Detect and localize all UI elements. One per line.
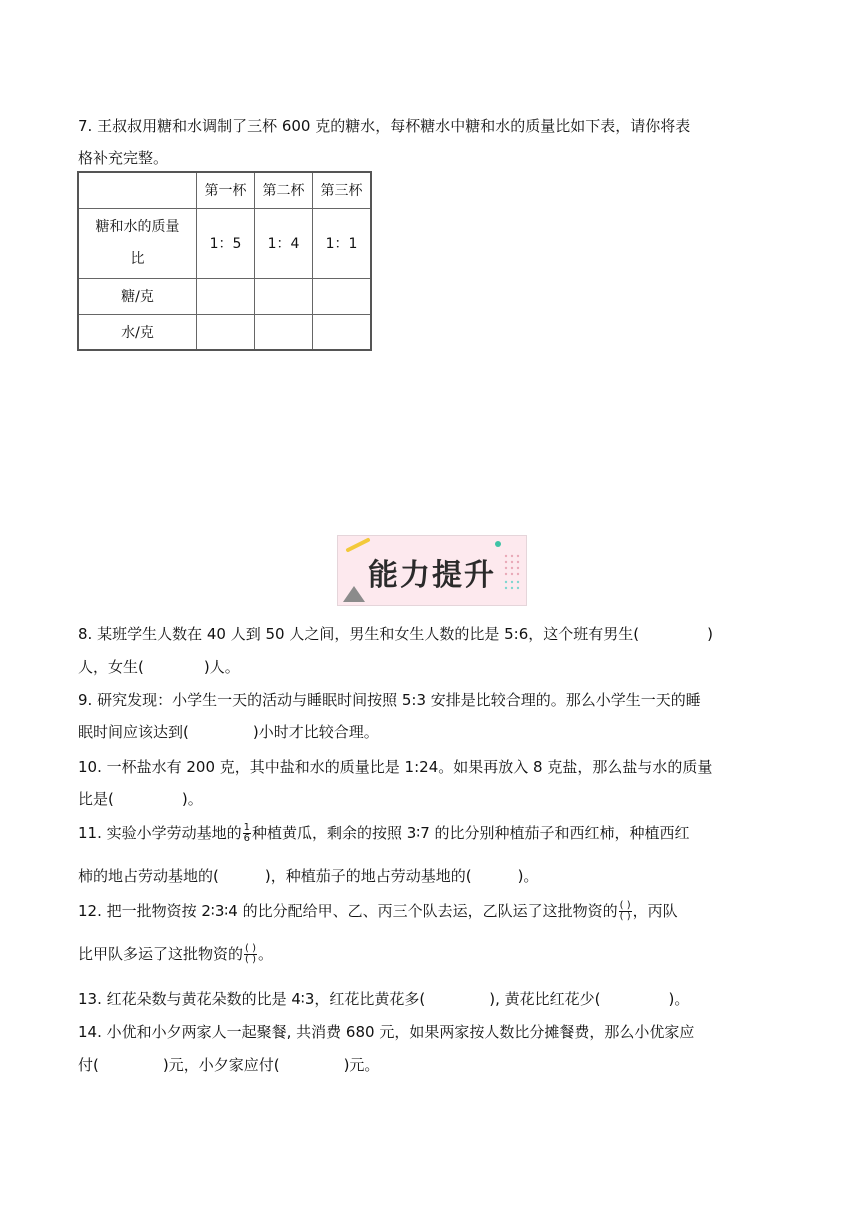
table-row-water-label: 水/克	[78, 314, 197, 350]
q10-text-b: )。	[181, 790, 203, 808]
q12-text-c: 比甲队多运了这批物资的	[78, 945, 244, 963]
table-header-cup2: 第二杯	[255, 172, 313, 208]
ratio-cup1: 1：5	[197, 208, 255, 278]
q11-frac-num: 1	[243, 822, 250, 833]
q8-line1	[78, 623, 713, 645]
q12-text-a: 12. 把一批物资按 2∶3∶4 的比分配给甲、乙、丙三个队去运，乙队运了这批物资的	[78, 902, 618, 920]
q11-fraction	[243, 823, 251, 844]
banner-title: 能力提升	[368, 558, 496, 593]
q12-fraction-1[interactable]	[619, 901, 632, 922]
water-cup2-cell[interactable]	[255, 314, 313, 350]
q9-text-b: )小时才比较合理。	[252, 723, 379, 741]
q13-text-c: )。	[668, 990, 690, 1008]
q14-text-c: )元。	[343, 1056, 380, 1074]
q11-line2	[78, 865, 538, 887]
table-header-cup3: 第三杯	[313, 172, 372, 208]
ratio-cup2: 1：4	[255, 208, 313, 278]
q11-text-e: )。	[517, 867, 539, 885]
q8-text-c: 人，女生(	[78, 658, 144, 676]
q14-line2	[78, 1054, 379, 1076]
q12-frac1-den: ( )	[619, 911, 631, 922]
table-header-empty	[78, 172, 197, 208]
table-row-sugar-label: 糖/克	[78, 278, 197, 314]
table-row-ratio-label	[78, 208, 197, 278]
q8-text-b: )	[707, 625, 713, 643]
sugar-cup3-cell[interactable]	[313, 278, 372, 314]
table-header-cup1: 第一杯	[197, 172, 255, 208]
q14-text-b: )元，小夕家应付(	[162, 1056, 280, 1074]
q12-text-d: 。	[258, 945, 274, 963]
q12-text-b: ，丙队	[632, 902, 678, 920]
q12-fraction-2[interactable]	[244, 944, 257, 965]
q14-text-a: 付(	[78, 1056, 99, 1074]
q13-line1	[78, 988, 689, 1010]
q7-line1: 7. 王叔叔用糖和水调制了三杯 600 克的糖水，每杯糖水中糖和水的质量比如下表，请你将表	[78, 117, 691, 135]
q13-text-a: 13. 红花朵数与黄花朵数的比是 4∶3，红花比黄花多(	[78, 990, 426, 1008]
banner-teal-dot	[495, 541, 501, 547]
sugar-cup2-cell[interactable]	[255, 278, 313, 314]
banner-yellow-stroke	[348, 540, 368, 550]
q12-line1	[78, 900, 678, 922]
q11-frac-den: 6	[243, 833, 250, 844]
ratio-label-line2: 比	[130, 251, 145, 267]
ability-banner	[337, 535, 527, 606]
q13-text-b: ), 黄花比红花少(	[489, 990, 601, 1008]
q8-text-a: 8. 某班学生人数在 40 人到 50 人之间，男生和女生人数的比是 5:6，这个班有男生(	[78, 625, 640, 643]
q11-text-d: )，种植茄子的地占劳动基地的(	[264, 867, 472, 885]
ratio-label-line1: 糖和水的质量	[95, 219, 180, 235]
q11-text-a: 11. 实验小学劳动基地的	[78, 824, 242, 842]
q12-frac2-den: ( )	[245, 954, 256, 965]
q12-frac2-num: ( )	[245, 943, 256, 954]
q10-line2	[78, 788, 203, 810]
q11-text-b: 种植黄瓜，剩余的按照 3∶7 的比分别种植茄子和西红柿，种植西红	[252, 824, 690, 842]
q14-line1: 14. 小优和小夕两家人一起聚餐, 共消费 680 元，如果两家按人数比分摊餐费，那么小优家应	[78, 1023, 695, 1041]
q11-line1	[78, 822, 690, 844]
q9-line1: 9. 研究发现：小学生一天的活动与睡眠时间按照 5:3 安排是比较合理的。那么小学生一天的睡	[78, 691, 701, 709]
water-cup1-cell[interactable]	[197, 314, 255, 350]
ratio-cup3: 1：1	[313, 208, 372, 278]
q10-line1: 10. 一杯盐水有 200 克，其中盐和水的质量比是 1:24。如果再放入 8 克盐，那么盐与水的质量	[78, 758, 713, 776]
q12-line2	[78, 943, 273, 965]
q7-line2: 格补充完整。	[78, 149, 169, 167]
q9-line2	[78, 721, 379, 743]
q9-text-a: 眠时间应该达到(	[78, 723, 189, 741]
q8-text-d: )人。	[203, 658, 240, 676]
water-cup3-cell[interactable]	[313, 314, 372, 350]
q10-text-a: 比是(	[78, 790, 114, 808]
q8-line2	[78, 656, 240, 678]
sugar-cup1-cell[interactable]	[197, 278, 255, 314]
q11-text-c: 柿的地占劳动基地的(	[78, 867, 219, 885]
sugar-water-table	[77, 171, 372, 351]
q12-frac1-num: ( )	[619, 900, 631, 911]
